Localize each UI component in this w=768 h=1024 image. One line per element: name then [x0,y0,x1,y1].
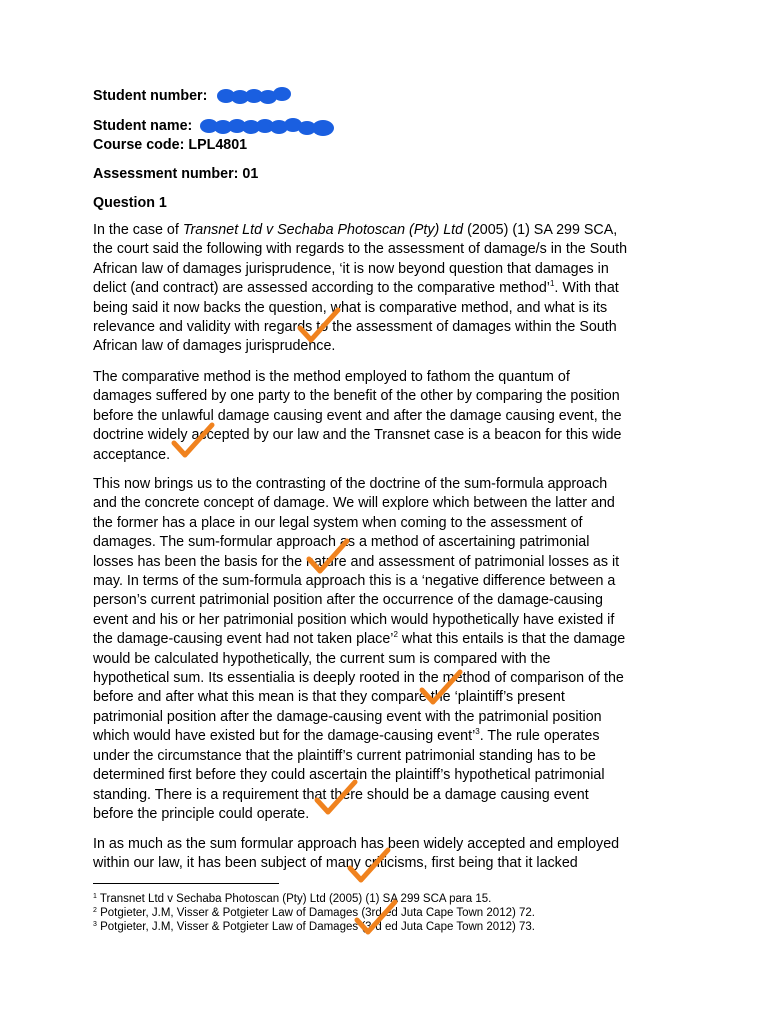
paragraph-line: the former has a place in our legal system when coming to the assessment of [93,514,583,531]
footnote-ref: 3 [475,727,480,737]
checkmark-icon [305,537,351,577]
checkmark-icon [296,306,342,346]
course-code: Course code: LPL4801 [93,137,248,153]
question-heading: Question 1 [93,195,167,211]
checkmark-icon [313,778,359,818]
paragraph-line: relevance and validity with regards to the assessment of damages within the South [93,319,617,336]
paragraph-line: which would have existed but for the damage-causing event’$^3$. The rule operates [93,727,600,745]
footnote-ref: 1 [549,279,555,289]
paragraph-line: event and his or her patrimonial position which would hypothetically have existed if [93,611,615,628]
student-name-redaction [199,116,339,138]
paragraph-line: damages. The sum-formular approach as a method of ascertaining patrimonial [93,534,590,551]
case-citation: Transnet Ltd v Sechaba Photoscan (Pty) Ltd [182,222,464,238]
paragraph-line: under the circumstance that the plaintiff’s current patrimonial standing has to be [93,747,596,764]
footnote-2: $^2$ Potgieter, J.M, Visser & Potgieter Law of Damages (3rd ed Juta Cape Town 2012) 72. [93,907,535,919]
paragraph-3 [93,475,683,824]
checkmark-icon [353,898,399,938]
footnote-3: $^3$ Potgieter, J.M, Visser & Potgieter Law of Damages (3rd ed Juta Cape Town 2012) 73. [93,921,535,933]
paragraph-line: would be calculated hypothetically, the current sum is compared with the [93,650,551,667]
paragraph-line: person’s current patrimonial position after the occurrence of the damage-causing [93,592,603,609]
paragraph-line: patrimonial position after the damage-causing event with the patrimonial position [93,708,602,725]
paragraph-line: the court said the following with regards to the assessment of damage/s in the South [93,241,628,258]
footnote-divider [93,883,279,884]
paragraph-line: African law of damages jurisprudence, ‘it is now beyond question that damages in [93,260,609,277]
student-number-label: Student number: [93,88,208,104]
paragraph-line: delict (and contract) are assessed according to the comparative method’$^1$. With that [93,279,619,297]
paragraph-line: before and after what this mean is that they compare the ‘plaintiff’s present [93,689,565,706]
paragraph-line: hypothetical sum. Its essentialia is deeply rooted in the method of comparison of the [93,670,624,687]
assessment-number: Assessment number: 01 [93,166,259,182]
paragraph-1 [93,221,683,357]
paragraph-line: This now brings us to the contrasting of the doctrine of the sum-formula approach [93,476,608,492]
paragraph-line: before the principle could operate. [93,805,310,822]
paragraph-line: acceptance. [93,446,171,463]
checkmark-icon [170,421,216,461]
paragraph-line: may. In terms of the sum-formula approach this is a ‘negative difference between a [93,573,616,590]
checkmark-icon [418,668,464,708]
checkmark-icon [346,846,392,886]
footnote-1: $^1$ Transnet Ltd v Sechaba Photoscan (Pty) Ltd (2005) (1) SA 299 SCA para 15. [93,893,492,905]
student-name-label: Student name: [93,118,193,134]
paragraph-line: losses has been the basis for the nature and assessment of patrimonial losses as it [93,553,620,570]
paragraph-line: The comparative method is the method employed to fathom the quantum of [93,369,570,385]
paragraph-line: the damage-causing event had not taken place’$^2$ what this entails is that the damage [93,630,626,648]
paragraph-line: standing. There is a requirement that there should be a damage causing event [93,786,589,803]
paragraph-line: and the concrete concept of damage. We will explore which between the latter and [93,495,615,512]
paragraph-line: African law of damages jurisprudence. [93,338,336,355]
paragraph-line: In as much as the sum formular approach has been widely accepted and employed [93,836,620,852]
paragraph-line: determined first before they could ascertain the plaintiff’s hypothetical patrimonial [93,767,605,784]
paragraph-line: within our law, it has been subject of many criticisms, first being that it lacked [93,855,578,872]
paragraph-line: before the unlawful damage causing event and after the damage causing event, the [93,407,622,424]
footnote-ref: 2 [393,630,398,640]
student-number-redaction [214,86,294,106]
paragraph-line: doctrine widely accepted by our law and the Transnet case is a beacon for this wide [93,427,622,444]
paragraph-line: In the case of Transnet Ltd v Sechaba Photoscan (Pty) Ltd (2005) (1) SA 299 SCA, [93,222,618,238]
paragraph-line: damages suffered by one party to the benefit of the other by comparing the position [93,388,620,405]
paragraph-line: being said it now backs the question, what is comparative method, and what is its [93,299,608,316]
